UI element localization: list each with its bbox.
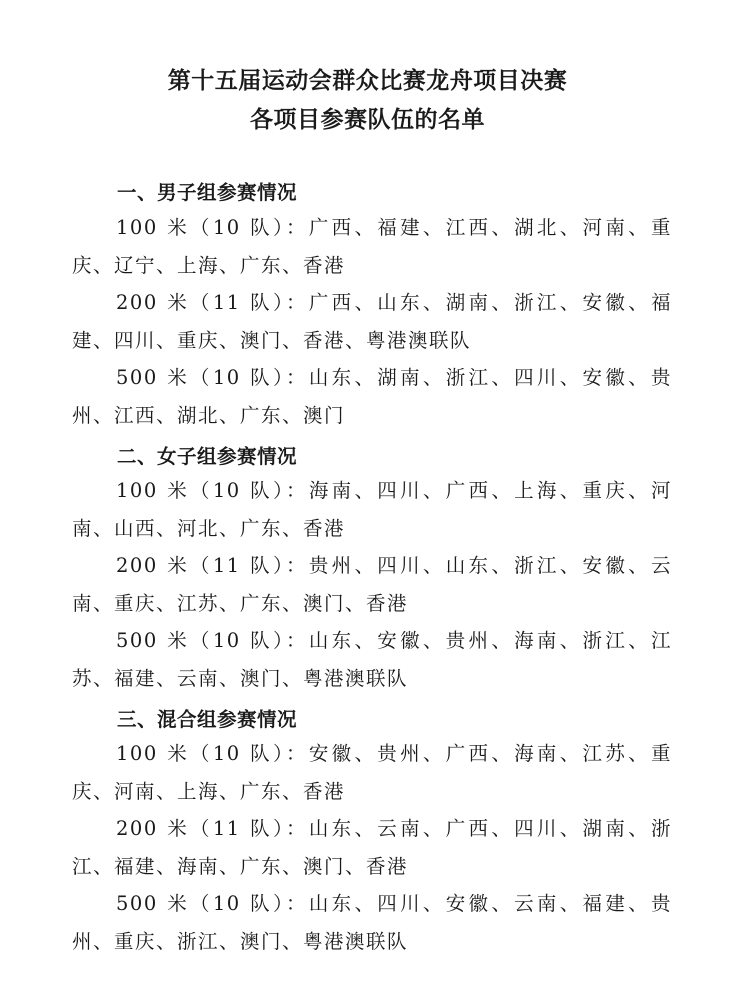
event-label: 500 米（10 队）： [116, 892, 309, 915]
entry-mixed-500m [72, 885, 672, 960]
event-label: 500 米（10 队）： [116, 629, 309, 652]
event-label: 100 米（10 队）： [116, 479, 309, 502]
team-list: 安徽、贵州、广西、海南、江苏、重庆、河南、上海、广东、香港 [72, 742, 672, 803]
entry-women-200m [72, 547, 672, 622]
team-list: 山东、安徽、贵州、海南、浙江、江苏、福建、云南、澳门、粤港澳联队 [72, 629, 672, 690]
event-label: 200 米（11 队）： [116, 291, 309, 314]
event-label: 100 米（10 队）： [116, 216, 309, 239]
section-heading-mixed: 三、混合组参赛情况 [117, 708, 298, 731]
team-list: 贵州、四川、山东、浙江、安徽、云南、重庆、江苏、广东、澳门、香港 [72, 554, 672, 615]
section-heading-men: 一、男子组参赛情况 [117, 181, 298, 204]
entry-mixed-100m [72, 735, 672, 810]
entry-women-500m [72, 622, 672, 697]
event-label: 200 米（11 队）： [116, 817, 309, 840]
entry-mixed-200m [72, 810, 672, 885]
team-list: 海南、四川、广西、上海、重庆、河南、山西、河北、广东、香港 [72, 479, 672, 540]
team-list: 广西、山东、湖南、浙江、安徽、福建、四川、重庆、澳门、香港、粤港澳联队 [72, 291, 672, 352]
entry-men-200m [72, 284, 672, 359]
team-list: 山东、云南、广西、四川、湖南、浙江、福建、海南、广东、澳门、香港 [72, 817, 672, 878]
event-label: 100 米（10 队）： [116, 742, 309, 765]
team-list: 广西、福建、江西、湖北、河南、重庆、辽宁、上海、广东、香港 [72, 216, 672, 277]
document-title-line-1: 第十五届运动会群众比赛龙舟项目决赛 [167, 67, 568, 94]
team-list: 山东、湖南、浙江、四川、安徽、贵州、江西、湖北、广东、澳门 [72, 366, 672, 427]
team-list: 山东、四川、安徽、云南、福建、贵州、重庆、浙江、澳门、粤港澳联队 [72, 892, 672, 953]
entry-men-500m [72, 359, 672, 434]
event-label: 200 米（11 队）： [116, 554, 309, 577]
event-label: 500 米（10 队）： [116, 366, 309, 389]
entry-men-100m [72, 209, 672, 284]
section-heading-women: 二、女子组参赛情况 [117, 445, 298, 468]
entry-women-100m [72, 472, 672, 547]
document-title-line-2: 各项目参赛队伍的名单 [250, 106, 485, 133]
